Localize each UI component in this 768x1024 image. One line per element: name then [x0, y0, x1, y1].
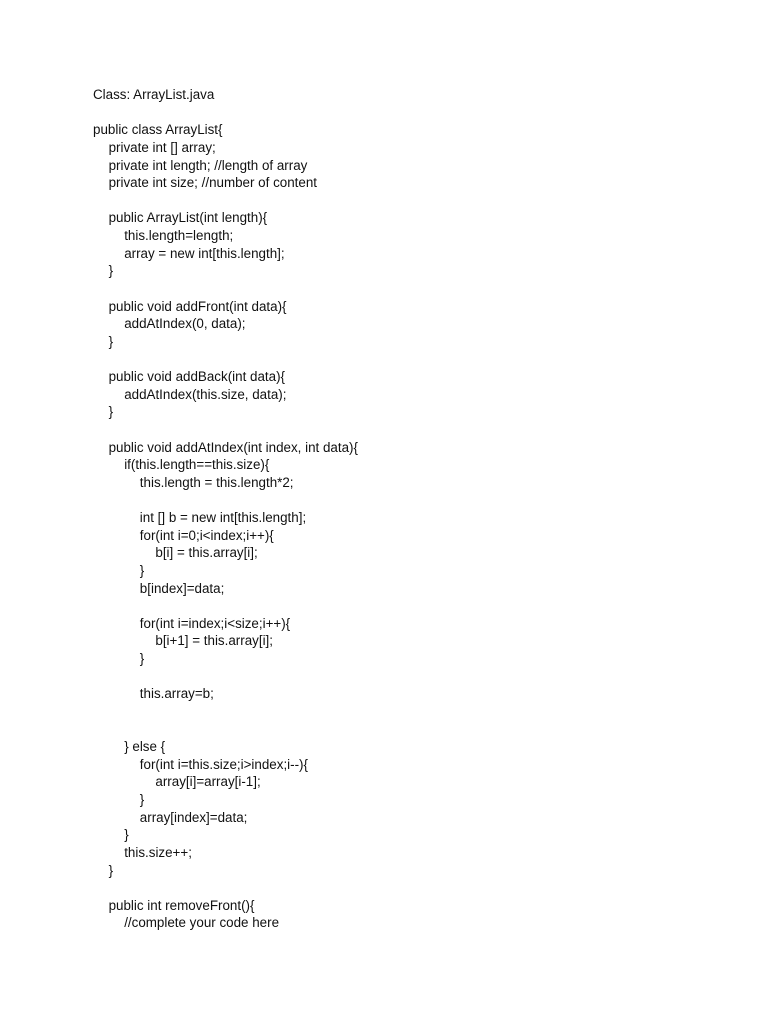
code-line [93, 421, 733, 439]
code-line: this.array=b; [139, 686, 214, 702]
code-line [93, 350, 733, 368]
code-line [93, 721, 733, 739]
code-line: } [139, 562, 145, 578]
code-line: private int length; //length of array [108, 157, 308, 173]
code-line: } [108, 404, 114, 420]
code-line [93, 703, 733, 721]
code-line [93, 192, 733, 210]
code-line: public void addBack(int data){ [108, 369, 286, 384]
code-line: addAtIndex(0, data); [124, 316, 246, 332]
code-line: b[i+1] = this.array[i]; [155, 633, 273, 649]
code-line: this.size++; [124, 844, 192, 860]
document-page [93, 86, 733, 932]
code-line: for(int i=0;i<index;i++){ [139, 527, 274, 543]
code-line [93, 668, 733, 686]
code-line: array = new int[this.length]; [124, 245, 285, 261]
code-line [93, 491, 733, 509]
code-line: } else { [124, 739, 166, 755]
code-line: array[i]=array[i-1]; [155, 774, 261, 790]
code-line: private int [] array; [108, 139, 216, 155]
code-line: public void addAtIndex(int index, int data){ [108, 439, 358, 455]
code-line: this.length = this.length*2; [139, 474, 294, 490]
code-line: } [108, 862, 114, 878]
document-title: Class: ArrayList.java [93, 87, 215, 102]
code-line: b[index]=data; [139, 580, 225, 596]
code-line: this.length=length; [124, 228, 234, 243]
code-line: if(this.length==this.size){ [124, 457, 270, 473]
code-line [93, 879, 733, 897]
code-line [93, 104, 733, 122]
code-line [93, 597, 733, 615]
code-line: } [139, 792, 145, 807]
code-line: private int size; //number of content [108, 175, 317, 191]
code-line: } [124, 827, 129, 843]
code-line: for(int i=index;i<size;i++){ [139, 615, 291, 631]
code-line: array[index]=data; [139, 809, 248, 825]
code-line: } [139, 651, 145, 666]
code-line: public void addFront(int data){ [108, 298, 287, 314]
code-line: int [] b = new int[this.length]; [139, 510, 307, 525]
code-line: b[i] = this.array[i]; [155, 545, 258, 561]
code-line: addAtIndex(this.size, data); [124, 386, 287, 402]
code-line: public ArrayList(int length){ [108, 210, 268, 226]
code-line [93, 280, 733, 298]
code-line: //complete your code here [124, 915, 280, 931]
code-line: for(int i=this.size;i>index;i--){ [139, 756, 308, 772]
code-line: public class ArrayList{ [93, 122, 223, 138]
code-line: } [108, 263, 114, 279]
code-line: } [108, 333, 114, 349]
code-line: public int removeFront(){ [108, 897, 255, 913]
